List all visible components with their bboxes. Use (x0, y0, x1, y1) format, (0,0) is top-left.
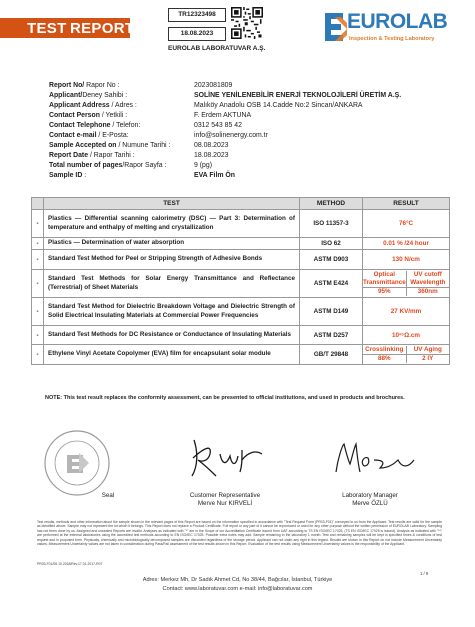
report-title-test: TEST (27, 20, 67, 37)
table-row: - Standard Test Methods for Solar Energy Transmittance and Reflectance (Terrestrial) of Sheet Materials ASTM E424 Optical Transmittance UV cutoff Wavelength 95% 360nm (32, 270, 450, 298)
representative-caption: Customer Representative Merve Nur KIRVELİ (189, 492, 261, 507)
table-row: - Ethylene Vinyl Acetate Copolymer (EVA) film for encapsulant solar module GB/T 29848 Crosslinking UV Aging 88% 2 IY (32, 345, 450, 365)
header-method: METHOD (300, 198, 363, 210)
laboratory-seal-icon (43, 429, 111, 497)
test-name: Standard Test Methods for DC Resistance or Conductance of Insulating Materials (44, 326, 300, 345)
test-method: ISO 11357-3 (300, 210, 363, 238)
lab-name: EUROLAB LABORATUVAR A.Ş. (168, 45, 266, 52)
table-row: - Standard Test Method for Peel or Stripping Strength of Adhesive Bonds ASTM D903 130 N/cm (32, 250, 450, 270)
test-result: 0.01 % /24 hour (363, 238, 450, 250)
test-method: ASTM E424 (300, 270, 363, 298)
test-name: Standard Test Method for Peel or Stripping Strength of Adhesive Bonds (44, 250, 300, 270)
table-row: - Plastics — Determination of water absorption ISO 62 0.01 % /24 hour (32, 238, 450, 250)
seal-caption: Seal (101, 492, 115, 499)
header-bullet (32, 198, 44, 210)
table-row: - Standard Test Methods for DC Resistance or Conductance of Insulating Materials ASTM D257 10¹⁵Ω.cm (32, 326, 450, 345)
laboratory-manager-signature (330, 438, 420, 478)
test-result: 76°C (363, 210, 450, 238)
contact-line: Contact: www.laboratuvar.com e-mail: info@laboratuvar.com (162, 586, 313, 592)
doc-number: TR12323498 (168, 8, 226, 22)
test-method: ASTM D257 (300, 326, 363, 345)
fine-print: Test results, methods and other information about the sample shown in the relevant pages of this Report are based on the information specified in accordance with "Test Request Form (PR03-F01)" conveyed to us from the Applicant. Test results are valid for the sample as identified above. Sample may not represent the lot which it belongs. This Report does not replace a Product Certificate. Full report or any part of it cannot be reproduced or used for any other purpose without the written permission of EUROLAB Laboratory. Sampling has not been done by us. Assigned and unsealed Reports are invalid. Analyses as indicated with "*" are in the Scope of our Accreditation Certificate issued from UAF according to TS EN ISO/IEC 17025, (TS EN ISO/IEC 17025 is issued). Analysis as indicated with "**" are performed at the external laboratories using the accredited test methods according to EN ISO/IEC 17025. Possible extra notes may add. Sample remaining in the laboratory 1 month. Test and remaining samples will be kept in specified times & conditions of test request and in proposed form. Physically, chemically and microbiologically decomposed samples are discarded regardless of the storage period. Applicant can not claim any right in this regard. Results are shown in this Report do not include Measurement Uncertainty values. Measurement Uncertainty values are not taken in consideration during Pass/Fail assessment of the test results shown in this Report. Evaluation of the test results using Measurement Uncertainty values is the responsibility of the Applicant. (37, 520, 442, 547)
test-name: Standard Test Method for Dielectric Breakdown Voltage and Dielectric Strength of Solid Electrical Insulating Materials at Commercial Power Frequencies (44, 298, 300, 326)
page-indicator: 1 / 9 (420, 571, 429, 576)
test-result-grid: Crosslinking UV Aging 88% 2 IY (363, 345, 450, 365)
test-name: Ethylene Vinyl Acetate Copolymer (EVA) film for encapsulant solar module (44, 345, 300, 365)
logo-wordmark: EUROLAB (347, 10, 448, 33)
doc-date: 18.08.2023 (168, 27, 226, 41)
report-note: NOTE: This test result replaces the conformity assessment, can be presented to official institutions, and used in products and brochures. (45, 395, 405, 401)
test-method: ASTM D149 (300, 298, 363, 326)
manager-caption: Laboratory Manager Merve ÖZLÜ (342, 492, 398, 507)
table-row: - Plastics — Differential scanning calorimetry (DSC) — Part 3: Determination of temperature and enthalpy of melting and crystallization ISO 11357-3 76°C (32, 210, 450, 238)
test-result: 130 N/cm (363, 250, 450, 270)
table-header (32, 198, 450, 210)
test-method: ASTM D903 (300, 250, 363, 270)
test-name: Plastics — Determination of water absorption (44, 238, 300, 250)
qr-code-icon (231, 7, 263, 39)
test-method: GB/T 29848 (300, 345, 363, 365)
report-title-report: REPORT (70, 20, 135, 37)
test-result-grid: Optical Transmittance UV cutoff Wavelength 95% 360nm (363, 270, 450, 298)
test-method: ISO 62 (300, 238, 363, 250)
test-name: Plastics — Differential scanning calorimetry (DSC) — Part 3: Determination of temperature and enthalpy of melting and crystallization (44, 210, 300, 238)
test-name: Standard Test Methods for Solar Energy Transmittance and Reflectance (Terrestrial) of Sheet Materials (44, 270, 300, 298)
header-test: TEST (44, 198, 300, 210)
header-result: RESULT (363, 198, 450, 210)
table-row: - Standard Test Method for Dielectric Breakdown Voltage and Dielectric Strength of Solid Electrical Insulating Materials at Commercial Power Frequencies ASTM D149 27 KV/mm (32, 298, 450, 326)
results-table (31, 197, 450, 365)
test-result: 10¹⁵Ω.cm (363, 326, 450, 345)
test-result: 27 KV/mm (363, 298, 450, 326)
form-number: PR03-F01/06.10.2018/Rev.17.01.2017-R07 (37, 562, 103, 566)
logo-subtitle: Inspection & Testing Laboratory (349, 36, 435, 42)
customer-representative-signature (176, 432, 271, 480)
address-line: Adres: Merkez Mh, Dr Sadık Ahmet Cd, No 38/44, Bağcılar, İstanbul, Türkiye (142, 577, 333, 583)
